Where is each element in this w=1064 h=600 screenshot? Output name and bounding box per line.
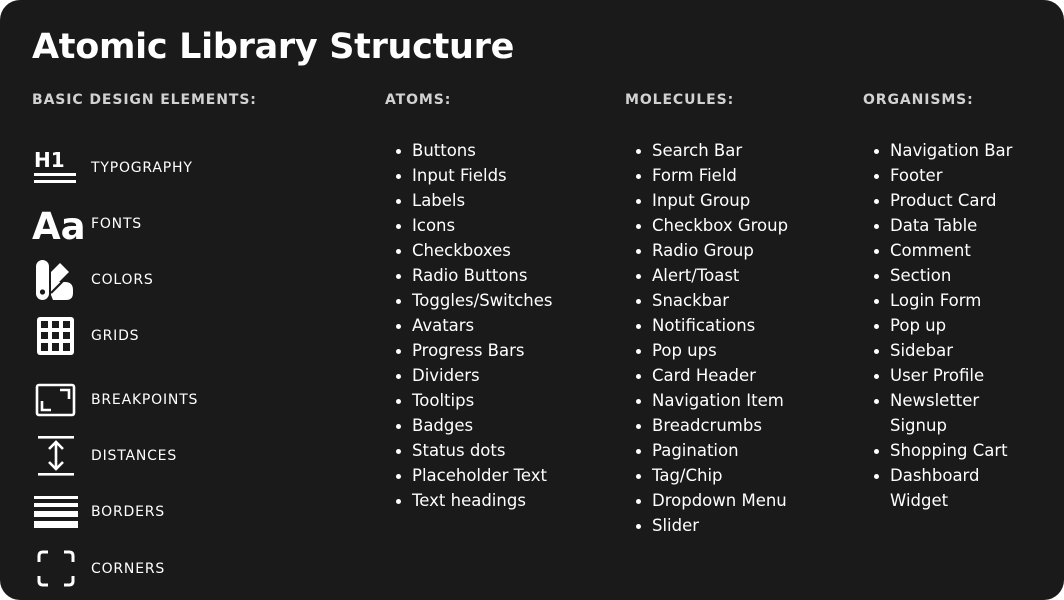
organisms-list bbox=[863, 138, 1012, 513]
list-item: Labels bbox=[385, 188, 553, 213]
element-distances bbox=[32, 434, 178, 478]
list-item: Alert/Toast bbox=[625, 263, 788, 288]
list-item: Comment bbox=[863, 238, 1012, 263]
basic-elements-column bbox=[32, 90, 362, 590]
element-grids bbox=[32, 314, 140, 358]
list-item: Pagination bbox=[625, 438, 788, 463]
list-item: Product Card bbox=[863, 188, 1012, 213]
swatches-icon bbox=[32, 258, 80, 302]
atoms-column bbox=[385, 90, 605, 510]
list-item: Section bbox=[863, 263, 1012, 288]
organisms-heading: ORGANISMS: bbox=[863, 92, 974, 108]
list-item: Placeholder Text bbox=[385, 463, 553, 488]
element-label: GRIDS bbox=[91, 328, 140, 344]
list-item: Badges bbox=[385, 413, 553, 438]
basic-elements-heading: BASIC DESIGN ELEMENTS: bbox=[32, 92, 257, 108]
list-item: Buttons bbox=[385, 138, 553, 163]
element-label: TYPOGRAPHY bbox=[91, 160, 193, 176]
list-item: Form Field bbox=[625, 163, 788, 188]
list-item: Checkboxes bbox=[385, 238, 553, 263]
list-item: Navigation Item bbox=[625, 388, 788, 413]
aa-icon bbox=[32, 202, 86, 248]
list-item: Dashboard Widget bbox=[863, 463, 1010, 513]
molecules-column bbox=[625, 90, 845, 535]
list-item: Sidebar bbox=[863, 338, 1012, 363]
list-item: Breadcrumbs bbox=[625, 413, 788, 438]
list-item: Footer bbox=[863, 163, 1012, 188]
element-label: DISTANCES bbox=[91, 448, 178, 464]
list-item: User Profile bbox=[863, 363, 1012, 388]
list-item: Search Bar bbox=[625, 138, 788, 163]
list-item: Input Group bbox=[625, 188, 788, 213]
element-label: FONTS bbox=[91, 216, 142, 232]
list-item: Input Fields bbox=[385, 163, 553, 188]
list-item: Slider bbox=[625, 513, 788, 538]
list-item: Pop ups bbox=[625, 338, 788, 363]
list-item: Data Table bbox=[863, 213, 1012, 238]
element-corners bbox=[32, 547, 166, 591]
borders-icon bbox=[32, 490, 80, 534]
atoms-list bbox=[385, 138, 553, 513]
basic-elements-list bbox=[32, 110, 362, 590]
list-item: Avatars bbox=[385, 313, 553, 338]
list-item: Text headings bbox=[385, 488, 553, 513]
molecules-heading: MOLECULES: bbox=[625, 92, 735, 108]
corners-icon bbox=[32, 547, 80, 591]
svg-text:H1: H1 bbox=[34, 148, 65, 172]
atoms-heading: ATOMS: bbox=[385, 92, 452, 108]
element-label: BREAKPOINTS bbox=[91, 392, 199, 408]
list-item: Login Form bbox=[863, 288, 1012, 313]
element-label: COLORS bbox=[91, 272, 154, 288]
list-item: Tooltips bbox=[385, 388, 553, 413]
element-label: CORNERS bbox=[91, 561, 166, 577]
svg-text:Aa: Aa bbox=[32, 205, 86, 248]
element-label: BORDERS bbox=[91, 504, 165, 520]
element-breakpoints bbox=[32, 378, 199, 422]
list-item: Status dots bbox=[385, 438, 553, 463]
element-colors bbox=[32, 258, 154, 302]
distance-icon bbox=[32, 434, 80, 478]
list-item: Snackbar bbox=[625, 288, 788, 313]
list-item: Shopping Cart bbox=[863, 438, 1012, 463]
list-item: Checkbox Group bbox=[625, 213, 788, 238]
organisms-column bbox=[863, 90, 1053, 510]
list-item: Dividers bbox=[385, 363, 553, 388]
page-title: Atomic Library Structure bbox=[32, 27, 515, 67]
list-item: Pop up bbox=[863, 313, 1012, 338]
list-item: Progress Bars bbox=[385, 338, 553, 363]
h1-icon bbox=[32, 146, 80, 190]
breakpoints-icon bbox=[32, 378, 80, 422]
list-item: Radio Buttons bbox=[385, 263, 553, 288]
list-item: Notifications bbox=[625, 313, 788, 338]
list-item: Card Header bbox=[625, 363, 788, 388]
list-item: Radio Group bbox=[625, 238, 788, 263]
element-fonts bbox=[32, 202, 142, 248]
list-item: Newsletter Signup bbox=[863, 388, 1010, 438]
list-item: Dropdown Menu bbox=[625, 488, 788, 513]
molecules-list bbox=[625, 138, 788, 538]
list-item: Navigation Bar bbox=[863, 138, 1012, 163]
grid-icon bbox=[32, 314, 80, 358]
element-borders bbox=[32, 490, 165, 534]
list-item: Icons bbox=[385, 213, 553, 238]
list-item: Toggles/Switches bbox=[385, 288, 553, 313]
element-typography bbox=[32, 146, 193, 190]
list-item: Tag/Chip bbox=[625, 463, 788, 488]
